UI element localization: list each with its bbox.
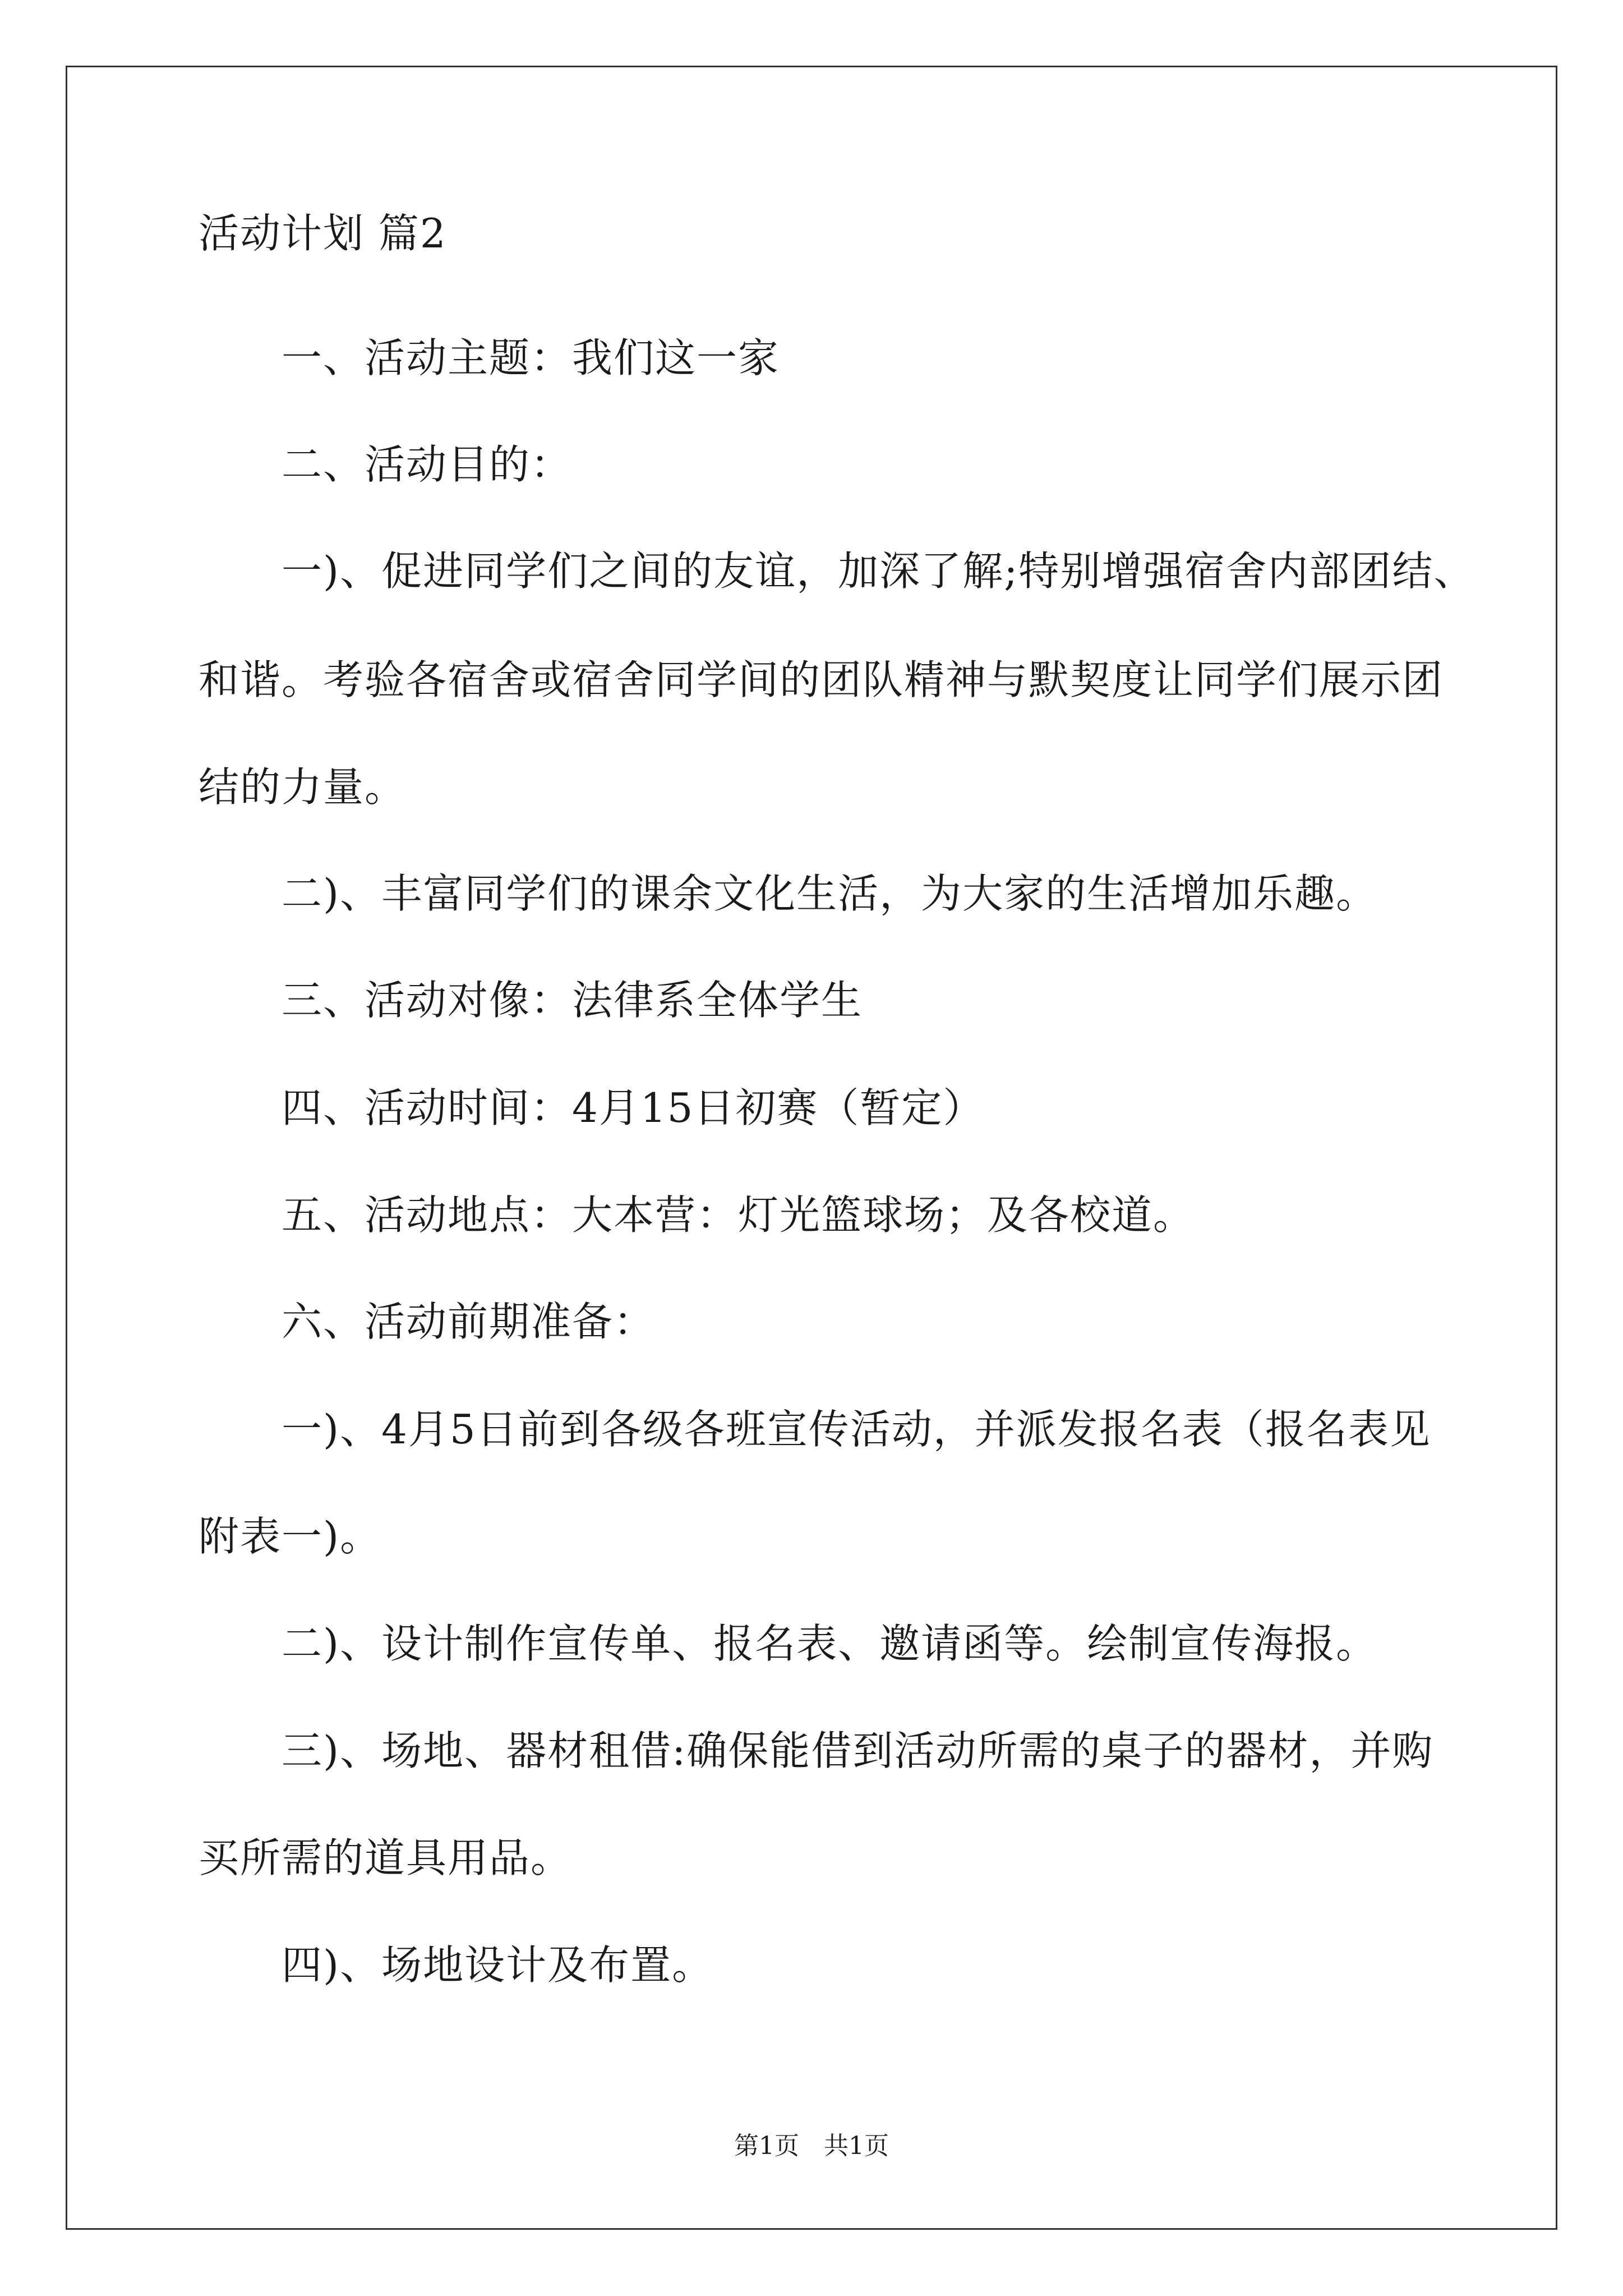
text-line-preparation: 六、活动前期准备： bbox=[282, 1298, 656, 1345]
document-title: 活动计划 篇2 bbox=[199, 210, 447, 257]
text-line-prep-3a: 三)、场地、器材租借:确保能借到活动所需的桌子的器材，并购 bbox=[282, 1727, 1434, 1774]
text-line-time: 四、活动时间：4月15日初赛（暂定） bbox=[282, 1084, 985, 1131]
text-line-purpose-1a: 一)、促进同学们之间的友谊，加深了解;特别增强宿舍内部团结、 bbox=[282, 547, 1476, 595]
text-line-prep-4: 四)、场地设计及布置。 bbox=[282, 1941, 714, 1989]
page-number-footer: 第1页 共1页 bbox=[734, 2132, 889, 2160]
text-line-purpose-2: 二)、丰富同学们的课余文化生活，为大家的生活增加乐趣。 bbox=[282, 870, 1378, 917]
text-line-prep-3b: 买所需的道具用品。 bbox=[199, 1834, 573, 1881]
text-line-purpose-1b: 和谐。考验各宿舍或宿舍同学间的团队精神与默契度让同学们展示团 bbox=[199, 656, 1444, 703]
text-line-theme: 一、活动主题：我们这一家 bbox=[282, 334, 780, 381]
text-line-prep-1a: 一)、4月5日前到各级各班宣传活动，并派发报名表（报名表见 bbox=[282, 1406, 1431, 1453]
text-line-target: 三、活动对像：法律系全体学生 bbox=[282, 977, 863, 1024]
text-line-prep-2: 二)、设计制作宣传单、报名表、邀请函等。绘制宣传海报。 bbox=[282, 1620, 1378, 1667]
page-border bbox=[66, 66, 1557, 2230]
text-line-purpose: 二、活动目的： bbox=[282, 441, 573, 488]
text-line-purpose-1c: 结的力量。 bbox=[199, 763, 407, 811]
text-line-location: 五、活动地点：大本营：灯光篮球场；及各校道。 bbox=[282, 1191, 1195, 1239]
text-line-prep-1b: 附表一)。 bbox=[199, 1513, 382, 1560]
